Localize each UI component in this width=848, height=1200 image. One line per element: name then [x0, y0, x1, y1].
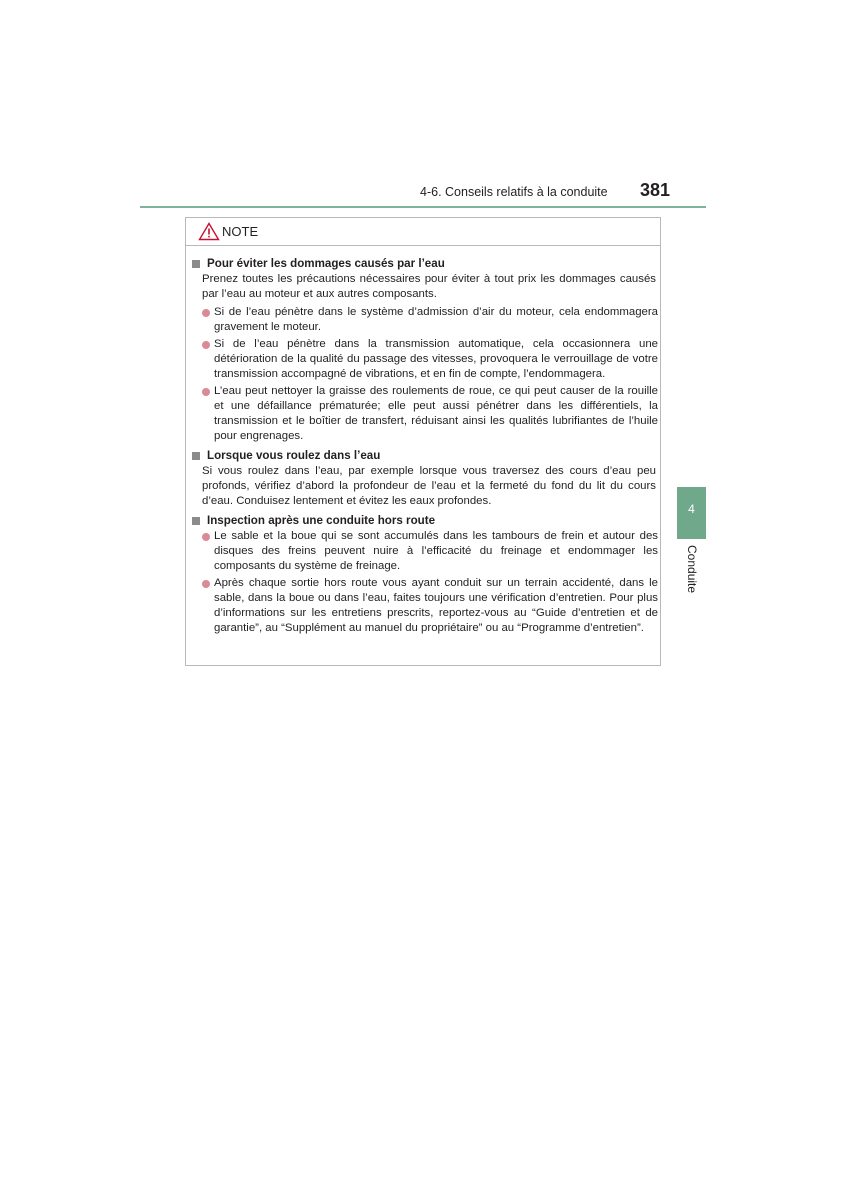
square-bullet-icon [192, 452, 200, 460]
list-item-text: Si de l’eau pénètre dans le système d’admission d’air du moteur, cela endommagera gravement le moteur. [214, 306, 658, 333]
heading-text: Inspection après une conduite hors route [207, 514, 436, 527]
note-box [185, 217, 661, 666]
paragraph: Si vous roulez dans l’eau, par exemple lorsque vous traversez des cours d’eau peu profonds, vérifiez d’abord la profondeur de l’eau et la fermeté du fond du lit du cours d’eau. Conduisez lentement et évitez les eaux profondes. [202, 465, 656, 507]
note-title: NOTE [222, 224, 259, 239]
list-item [214, 337, 658, 382]
list-item-text: Si de l’eau pénètre dans la transmission automatique, cela occasionnera une détérioration de la qualité du passage des vitesses, provoquera le verrouillage de votre transmission accompagné de vibrations, et en fin de compte, l’endommagera. [214, 338, 658, 380]
list-item [214, 305, 658, 335]
paragraph: Prenez toutes les précautions nécessaires pour éviter à tout prix les dommages causés par l’eau au moteur et aux autres composants. [202, 273, 656, 300]
list-item [214, 529, 658, 574]
note-content [186, 256, 662, 638]
note-header [186, 218, 660, 246]
list-item-text: L’eau peut nettoyer la graisse des roulements de roue, ce qui peut causer de la rouille et une défaillance prématurée; elle peut aussi pénétrer dans les différentiels, la transmission et le boîtier de transfert, réduisant ainsi les qualités lubrifiantes de l’huile pour engrenages. [214, 385, 658, 442]
square-bullet-icon [192, 260, 200, 268]
heading-text: Lorsque vous roulez dans l’eau [207, 449, 381, 462]
list-item [214, 576, 658, 636]
circle-bullet-icon [202, 309, 210, 317]
chapter-number: 4 [688, 502, 695, 516]
heading-text: Pour éviter les dommages causés par l’eau [207, 257, 445, 270]
list-item-text: Après chaque sortie hors route vous ayant conduit sur un terrain accidenté, dans le sable, dans la boue ou dans l’eau, faites toujours une vérification d’entretien. Pour plus d’informations sur les entretiens prescrits, reportez-vous au “Guide d’entretien et de garantie”, au “Supplément au manuel du propriétaire” ou au “Programme d’entretien”. [214, 577, 658, 634]
square-bullet-icon [192, 517, 200, 525]
chapter-tab[interactable] [677, 487, 706, 539]
circle-bullet-icon [202, 388, 210, 396]
page-number: 381 [640, 180, 671, 200]
section-title: 4-6. Conseils relatifs à la conduite [420, 185, 608, 199]
warning-triangle-icon [198, 222, 220, 241]
chapter-label: Conduite [685, 545, 699, 594]
circle-bullet-icon [202, 533, 210, 541]
list-item [214, 384, 658, 444]
circle-bullet-icon [202, 341, 210, 349]
section-heading [190, 256, 662, 272]
list-item-text: Le sable et la boue qui se sont accumulés dans les tambours de frein et autour des disques des freins peuvent nuire à l’efficacité du freinage et endommager les composants du système de freinage. [214, 530, 658, 572]
section-heading [190, 513, 662, 529]
circle-bullet-icon [202, 580, 210, 588]
section-heading [190, 448, 662, 464]
header-rule [140, 206, 706, 208]
